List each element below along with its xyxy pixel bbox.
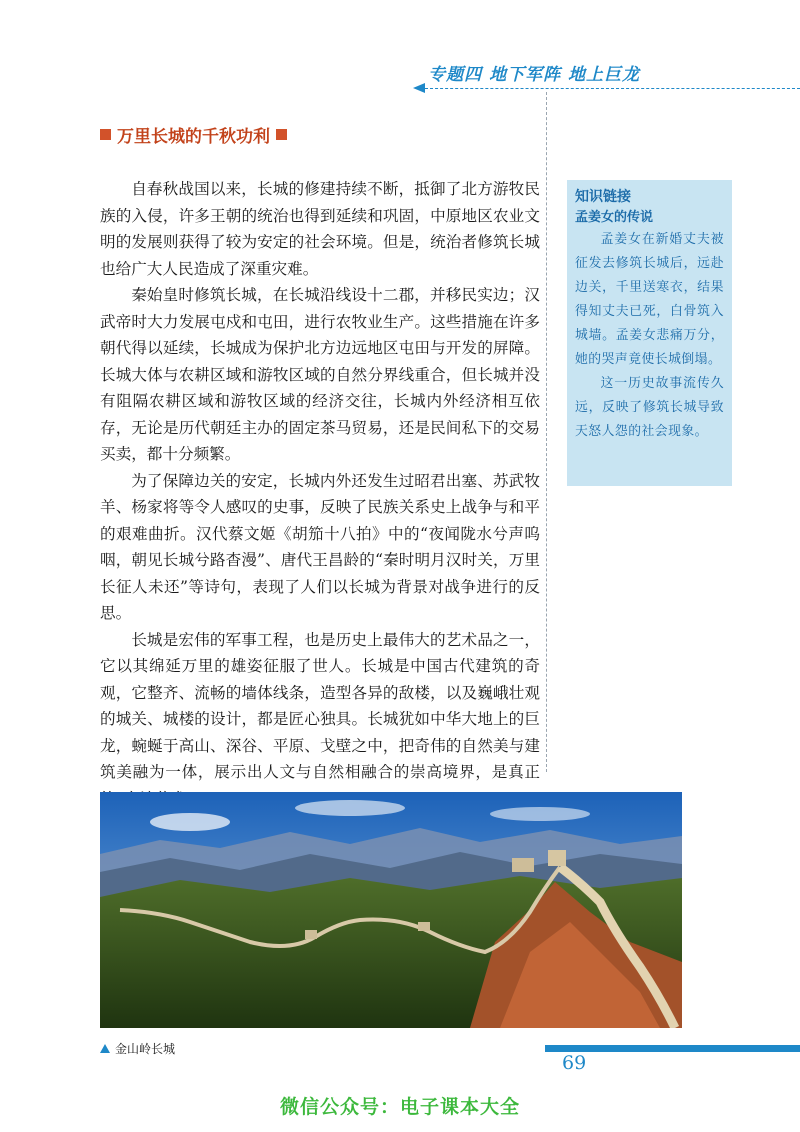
section-heading-text: 万里长城的千秋功利 bbox=[117, 127, 270, 147]
page-number: 69 bbox=[562, 1052, 587, 1074]
body-paragraph: 自春秋战国以来，长城的修建持续不断，抵御了北方游牧民族的入侵，许多王朝的统治也得到延续和巩固，中原地区农业文明的发展则获得了较为安定的社会环境。但是，统治者修筑长城也给广大人民造成了深重灾难。 bbox=[100, 180, 540, 278]
column-divider bbox=[546, 92, 547, 772]
square-bullet-icon bbox=[100, 129, 111, 140]
watermark-text: 微信公众号：电子课本大全 bbox=[279, 1096, 520, 1118]
knowledge-link-sidebar bbox=[567, 180, 732, 486]
photo-caption bbox=[100, 1040, 175, 1057]
square-bullet-icon bbox=[276, 129, 287, 140]
section-heading bbox=[100, 122, 287, 147]
chapter-header-title: 专题四 地下军阵 地上巨龙 bbox=[428, 65, 640, 85]
header-dashed-rule bbox=[425, 88, 800, 89]
main-body-text bbox=[100, 176, 540, 812]
sidebar-title: 知识链接 bbox=[575, 189, 631, 205]
footer-bar bbox=[545, 1045, 800, 1052]
sidebar-subtitle: 孟姜女的传说 bbox=[575, 210, 654, 225]
body-paragraph: 长城是宏伟的军事工程，也是历史上最伟大的艺术品之一，它以其绵延万里的雄姿征服了世人。长城是中国古代建筑的奇观，它整齐、流畅的墙体线条，造型各异的敌楼，以及巍峨壮观的城关、城楼的设计，都是匠心独具。长城犹如中华大地上的巨龙，蜿蜒于高山、深谷、平原、戈壁之中，把奇伟的自然美与建筑美融为一体，展示出人文与自然相融合的崇高境界，是真正 bbox=[100, 630, 540, 781]
header-arrow-icon bbox=[413, 83, 425, 93]
triangle-marker-icon bbox=[100, 1044, 110, 1053]
sidebar-paragraph: 孟姜女在新婚丈夫被征发去修筑长城后，远赴边关，千里送寒衣，结果得知丈夫已死，白骨筑入城墙。孟姜女悲痛万分，她的哭声竟使长城倒塌。 bbox=[575, 232, 724, 367]
sidebar-body bbox=[575, 228, 724, 444]
sidebar-paragraph: 这一历史故事流传久远，反映了修筑长城导致天怒人怨的社会现象。 bbox=[575, 376, 724, 439]
body-paragraph: 为了保障边关的安定，长城内外还发生过昭君出塞、苏武牧羊、杨家将等令人感叹的史事，反映了民族关系史上战争与和平的艰难曲折。汉代蔡文姬《胡笳十八拍》中的“夜闻陇水兮声呜咽，朝见长城兮路杳漫”、唐代王昌龄的“秦时明月汉时关，万里长征人未还”等诗句，表现了人们以长城为背景对战争进行的反思。 bbox=[100, 471, 540, 622]
photo-caption-text: 金山岭长城 bbox=[115, 1042, 176, 1056]
great-wall-photo bbox=[100, 792, 682, 1028]
body-paragraph: 秦始皇时修筑长城，在长城沿线设十二郡，并移民实边；汉武帝时大力发展屯戍和屯田，进行农牧业生产。这些措施在许多朝代得以延续，长城成为保护北方边远地区屯田与开发的屏障。长城大体与农耕区域和游牧区域的自然分界线重合，但长城并没有阻隔农耕区域和游牧区域的经济交往，长城内外经济相互依存，无论是历代朝廷主办的固定茶马贸易，还是民间私下的交易买卖，都十分频繁。 bbox=[100, 286, 540, 463]
